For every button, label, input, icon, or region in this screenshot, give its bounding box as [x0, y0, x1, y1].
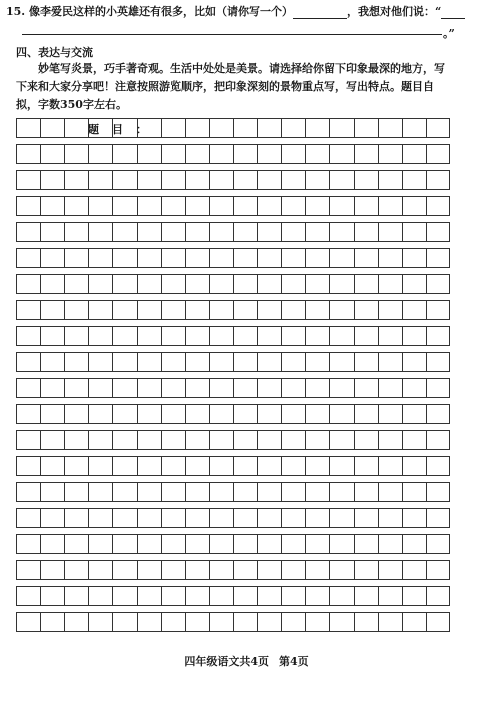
composition-grid-lines — [16, 118, 450, 638]
section-title: 四、表达与交流 — [16, 46, 93, 59]
writing-prompt — [16, 60, 456, 114]
grid-title-colon: ： — [136, 123, 147, 136]
answer-blank-message-start[interactable] — [441, 7, 465, 19]
answer-blank-example[interactable] — [293, 7, 347, 19]
prompt-line-1: 妙笔写炎景，巧手著奇观。生活中处处是美景。请选择给你留下印象最深的地方，写 — [38, 62, 445, 75]
grid-title-char-1: 题 — [88, 123, 99, 136]
question-15-text-after: ，我想对他们说：“ — [346, 5, 442, 18]
prompt-line-2: 下来和大家分享吧！注意按照游览顺序，把印象深刻的景物重点写，写出特点。题目自 — [16, 80, 434, 93]
footer-page-number: 第4页 — [279, 655, 309, 668]
answer-line-message[interactable] — [22, 34, 442, 35]
question-15 — [6, 5, 490, 19]
prompt-line-3: 拟，字数350字左右。 — [16, 98, 127, 111]
page-footer — [0, 653, 493, 669]
footer-exam-info: 四年级语文共4页 — [184, 655, 269, 668]
question-15-text: 15. 像李爱民这样的小英雄还有很多，比如（请你写一个） — [6, 5, 293, 18]
grid-title-char-2: 目 — [112, 123, 123, 136]
composition-grid[interactable] — [16, 118, 450, 638]
closing-quote: 。” — [443, 27, 455, 40]
